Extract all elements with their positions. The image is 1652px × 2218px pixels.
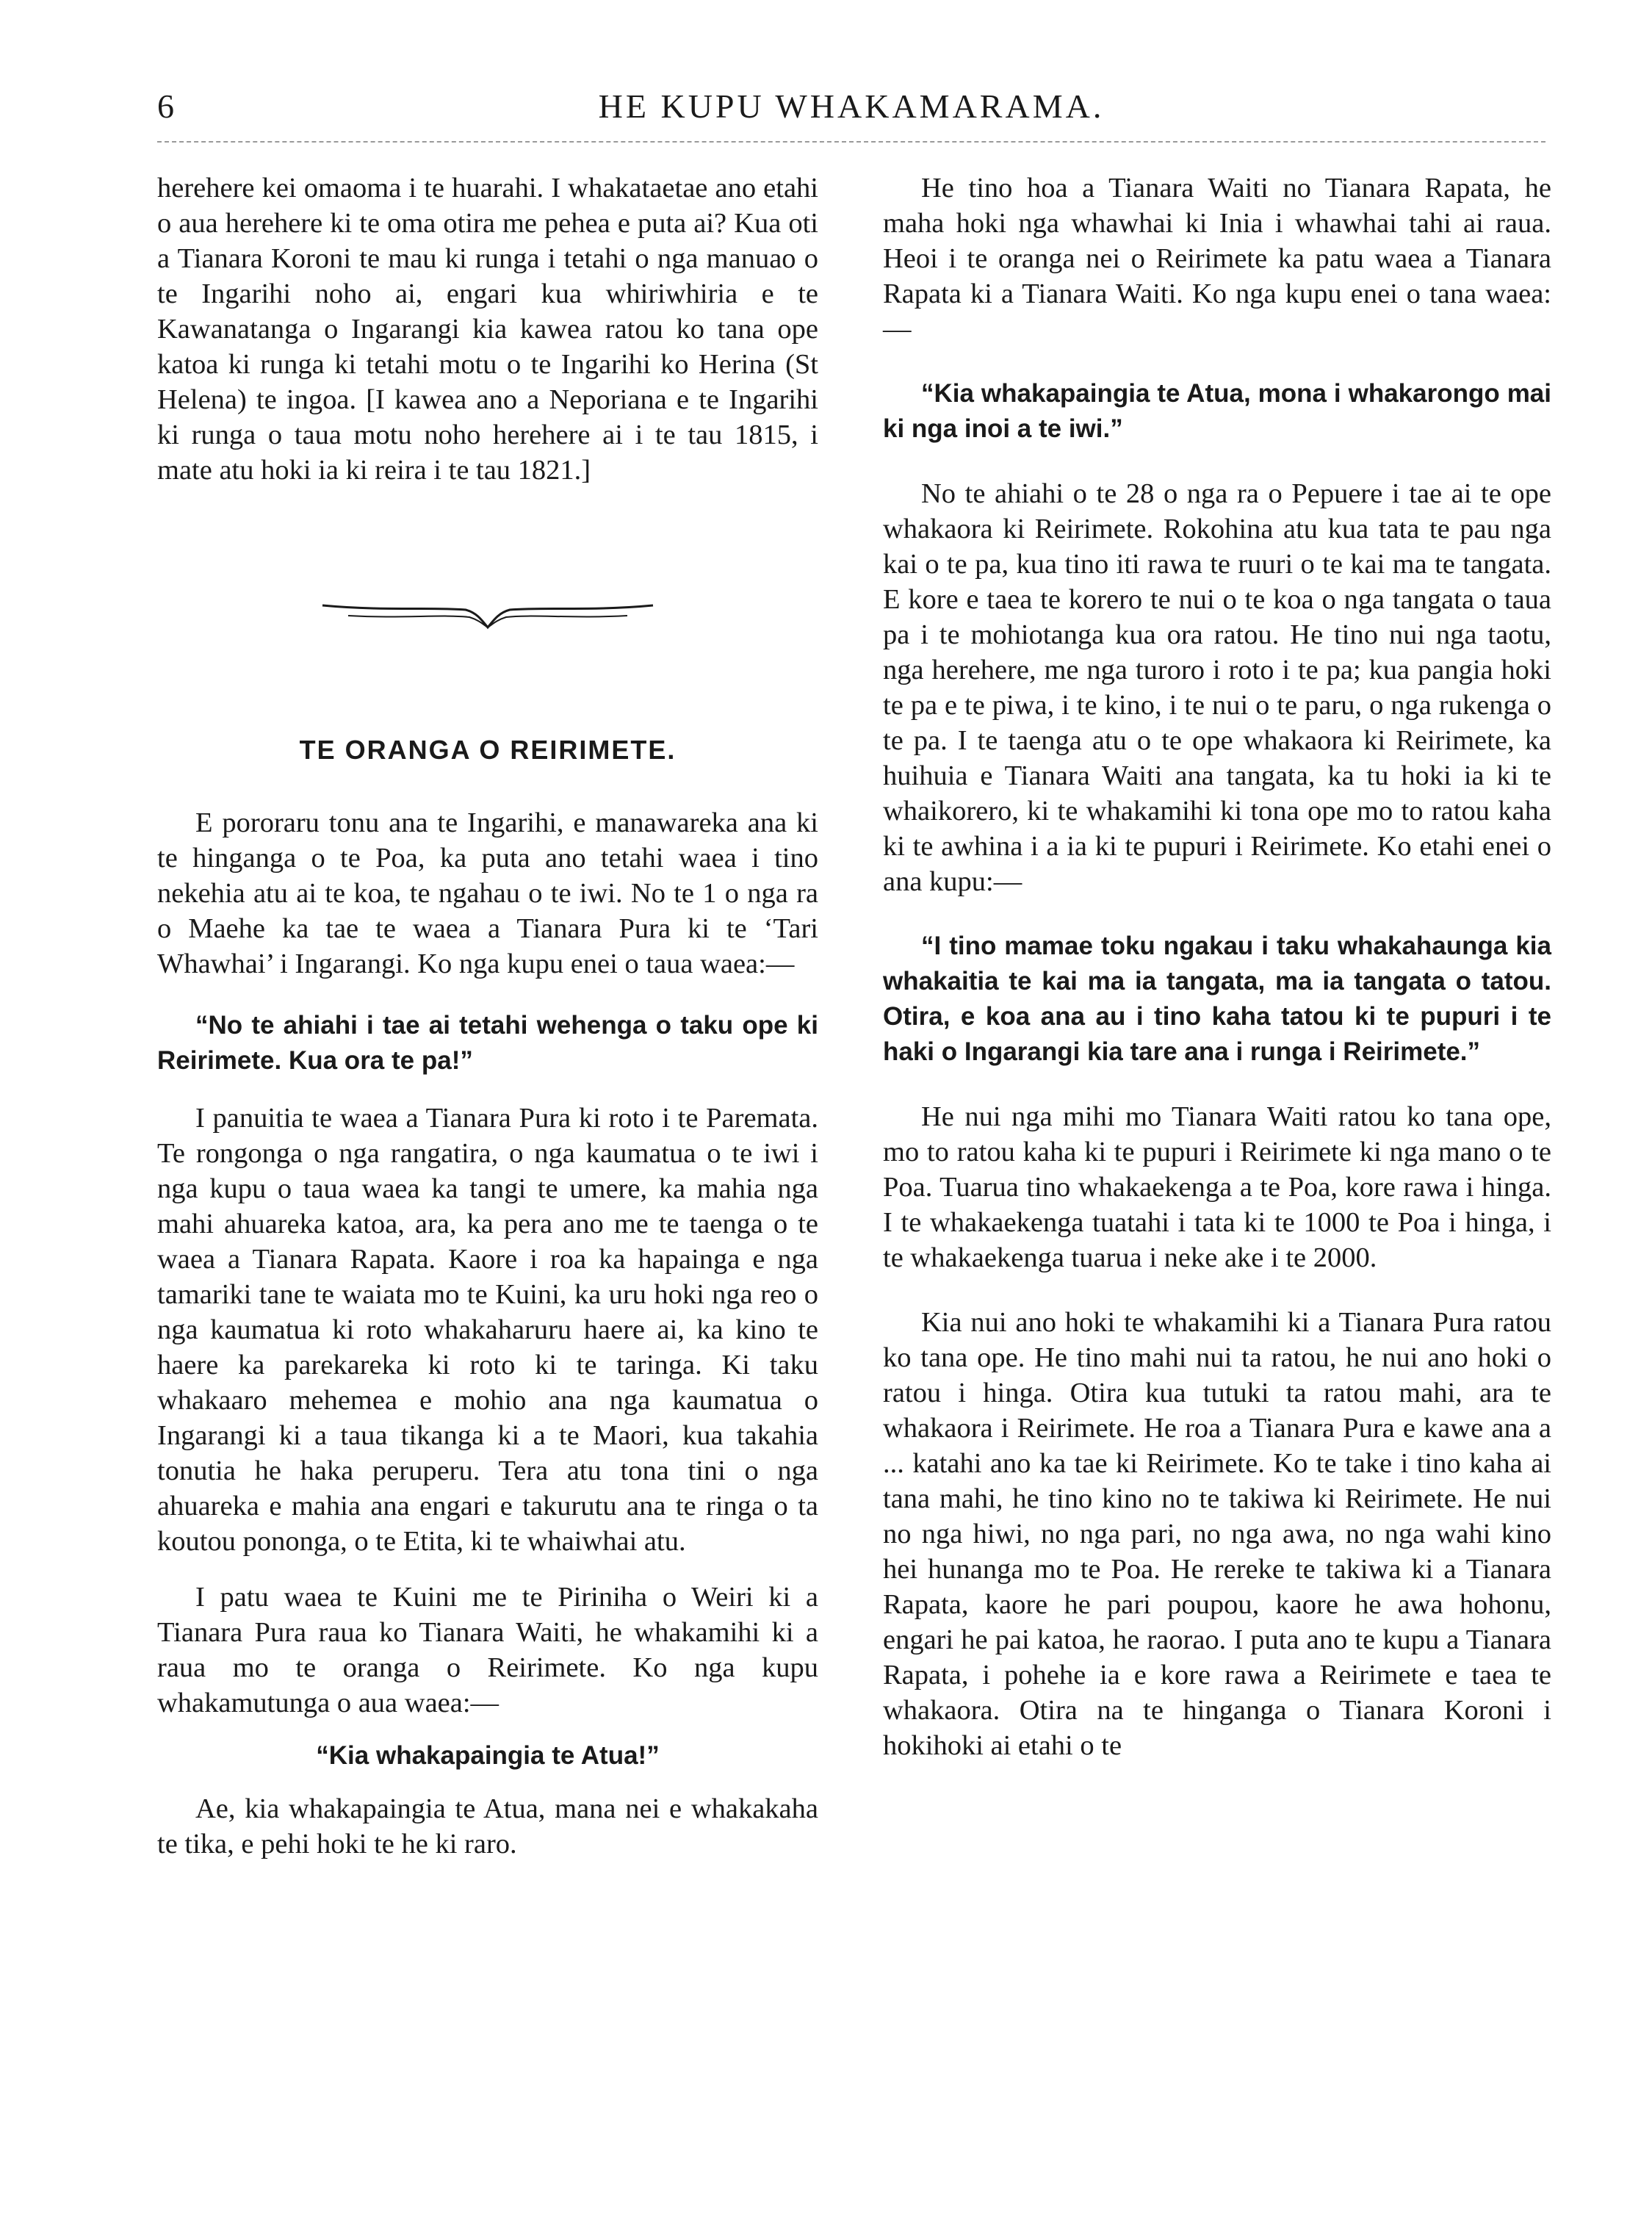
right-telegram-quote-1: “Kia whakapaingia te Atua, mona i whakarongo mai ki nga inoi a te iwi.”: [883, 379, 1551, 443]
page-number: 6: [157, 87, 174, 125]
right-paragraph-2: No te ahiahi o te 28 o nga ra o Pepuere i tae ai te ope whakaora ki Reirimete. Rokohina atu kua tata te pau nga kai o te pa, kua tino iti rawa te ruuri o te kai ma te tangata. E kore e taea te korero te nui o te koa o nga tangata o taua pa i te mohiotanga kua ora ratou. He tino nui nga taotu, nga herehere, me nga turoro i roto i te pa; kua pangia hoki te pa e te piwa, i te kino, i te nui o te paru, o nga rukenga o te pa. I te taenga atu o te ope whakaora ki Reirimete, ka huihuia e Tianara Waiti ana tangata, ka tu hoki ia ki te whaikorero, ki te whakamihi ki tona ope mo to ratou kaha ki te awhina i a ia ki te pupuri i Reirimete. Ko etahi enei o ana kupu:—: [883, 478, 1551, 897]
right-speech-quote: “I tino mamae toku ngakau i taku whakahaunga kia whakaitia te kai ma ia tangata, ma ia tangata o tatou. Otira, e koa ana au i tino kaha tatou ki te pupuri i te haki o Ingarangi kia tare ana i runga i Reirimete.”: [883, 932, 1551, 1066]
left-telegram-quote-1: “No te ahiahi i tae ai tetahi wehenga o taku ope ki Reirimete. Kua ora te pa!”: [157, 1011, 818, 1075]
right-paragraph-1: He tino hoa a Tianara Waiti no Tianara Rapata, he maha hoki nga whawhai ki Inia i whawhai tahi ai raua. Heoi i te oranga nei o Reirimete ka patu waea a Tianara Rapata ki a Tianara Waiti. Ko nga kupu enei o tana waea:—: [883, 173, 1551, 345]
left-paragraph-3: I panuitia te waea a Tianara Pura ki roto i te Paremata. Te rongonga o nga rangatira, o nga kaumatua o te iwi i nga kupu o taua waea ka tangi te umere, ka mahia nga mahi ahuareka katoa, ara, ka pera ano me te taenga o te waea a Tianara Rapata. Kaore i roa ka hapainga e nga tamariki tane te waiata mo te Kuini, ka uru hoki nga reo o nga kaumatua ki roto whakaharuru haere ai, ka kino te haere ka parekareka ki roto ki te taringa. Ki taku whakaaro mehemea e mohio ana nga kaumatua o Ingarangi ki a taua tikanga ki a te Maori, kua takahia tonutia he haka peruperu. Tera atu tona tini o nga ahuareka e mahia ana engari e takurutu ana te ringa o ta koutou pononga, o te Etita, ki te whaiwhai atu.: [157, 1103, 818, 1557]
page-header: [157, 87, 1545, 138]
section-title: TE ORANGA O REIRIMETE.: [299, 735, 677, 765]
header-rule: [157, 141, 1545, 143]
right-paragraph-3: He nui nga mihi mo Tianara Waiti ratou ko tana ope, mo to ratou kaha ki te pupuri i Reirimete ki nga mano o te Poa. Tuarua tino whakaekenga a te Poa, kore rawa i hinga. I te whakaekenga tuatahi i tata ki te 1000 te Poa i hinga, i te whakaekenga tuarua i neke ake i te 2000.: [883, 1101, 1551, 1273]
left-paragraph-2: E pororaru tonu ana te Ingarihi, e manawareka ana ki te hinganga o te Poa, ka puta ano tetahi waea i tino nekehia atu ai te koa, te ngahau o te iwi. No te 1 o nga ra o Maehe ka tae te waea a Tianara Pura ki te ‘Tari Whawhai’ i Ingarangi. Ko nga kupu enei o taua waea:—: [157, 807, 818, 979]
ornament-divider: [319, 598, 657, 632]
right-column: [883, 170, 1551, 1763]
left-paragraph-1: herehere kei omaoma i te huarahi. I whakataetae ano etahi o aua herehere ki te oma otira me pehea e puta ai? Kua oti a Tianara Koroni te mau ki runga i tetahi o nga manuao o te Ingarihi noho ai, engari kua whiriwhiria e te Kawanatanga o Ingarangi kia kawea ratou ko tana ope katoa ki runga ki tetahi motu o te Ingarihi ko Herina (St Helena) te ingoa. [I kawea ano a Neporiana e te Ingarihi ki runga o taua motu noho herehere ai i te tau 1815, i mate atu hoki ia ki reira i te tau 1821.]: [157, 173, 818, 486]
right-paragraph-4: Kia nui ano hoki te whakamihi ki a Tianara Pura ratou ko tana ope. He tino mahi nui ta ratou, he nui ano hoki o ratou i hinga. Otira kua tutuki ta ratou mahi, ara te whakaora i Reirimete. He roa a Tianara Pura e kawe ana a ... katahi ano ka tae ki Reirimete. Ko te take i tino kaha ai tana mahi, he tino kino no te takiwa ki Reirimete. He nui no nga hiwi, no nga pari, no nga awa, no nga wahi kino hei hunanga mo te Poa. He rereke te takiwa ki a Tianara Rapata, kaore he pari poupou, kaore he awa hohonu, engari he pai katoa, he raorao. I puta ano te kupu a Tianara Rapata, i pohehe ia e kore rawa a Reirimete e taea te whakaora. Otira na te hinganga o Tianara Koroni i hokihoki ai etahi o te: [883, 1307, 1551, 1761]
left-telegram-quote-2: “Kia whakapaingia te Atua!”: [316, 1741, 660, 1770]
left-paragraph-4: I patu waea te Kuini me te Piriniha o Weiri ki a Tianara Pura raua ko Tianara Waiti, he whakamihi ki a raua mo te oranga o Reirimete. Ko nga kupu whakamutunga o aua waea:—: [157, 1582, 818, 1718]
left-column: [157, 170, 818, 1862]
running-title: HE KUPU WHAKAMARAMA.: [598, 87, 1105, 125]
left-paragraph-5: Ae, kia whakapaingia te Atua, mana nei e whakakaha te tika, e pehi hoki te he ki raro.: [157, 1793, 818, 1859]
